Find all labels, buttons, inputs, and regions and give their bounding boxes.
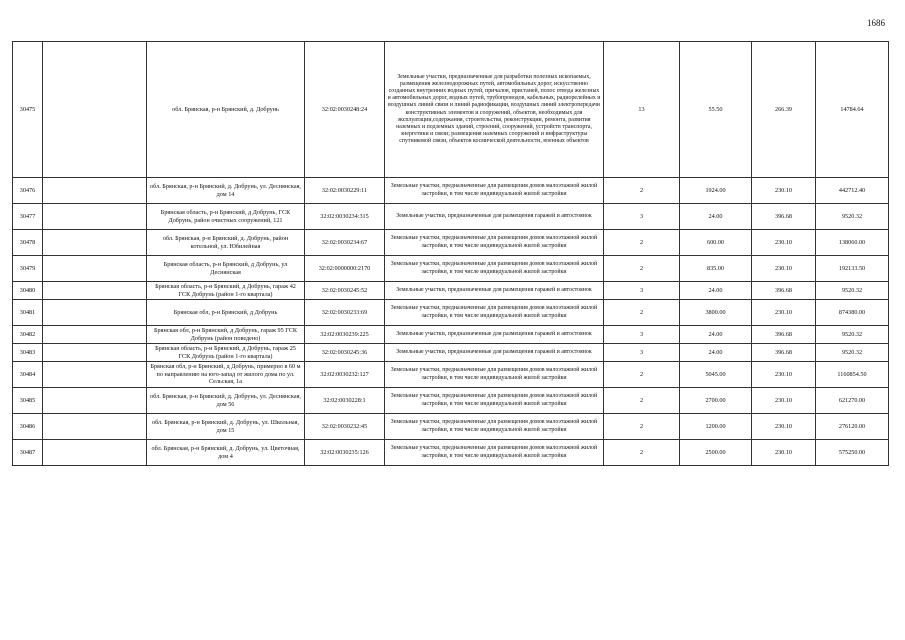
land-use-cell: Земельные участки, предназначенные для размещения домов малоэтажной жилой застройки, в том числе индивидуальной жилой застройки xyxy=(385,300,604,326)
specific-value-cell: 266.39 xyxy=(752,42,816,178)
area-cell: 600.00 xyxy=(680,230,752,256)
address-cell: Брянская область, р-н Брянский, д Добрунь, гараж 42 ГСК Добрунь (район 1-го квартала) xyxy=(147,282,305,300)
cadastral-number-cell: 32:02:0030234:315 xyxy=(305,204,385,230)
land-use-cell: Земельные участки, предназначенные для размещения домов малоэтажной жилой застройки, в том числе индивидуальной жилой застройки xyxy=(385,414,604,440)
specific-value-cell: 396.68 xyxy=(752,344,816,362)
row-number: 30487 xyxy=(13,440,43,466)
table-row xyxy=(13,440,889,466)
area-cell: 24.00 xyxy=(680,204,752,230)
group-cell: 3 xyxy=(604,282,680,300)
row-number: 30480 xyxy=(13,282,43,300)
land-use-cell: Земельные участки, предназначенные для размещения гаражей и автостоянок xyxy=(385,282,604,300)
group-cell: 3 xyxy=(604,344,680,362)
group-cell: 2 xyxy=(604,362,680,388)
address-cell: Брянская обл, р-н Брянский, д Добрунь, гараж 95 ГСК Добрунь (район поведено) xyxy=(147,326,305,344)
area-cell: 24.00 xyxy=(680,344,752,362)
table-row xyxy=(13,256,889,282)
group-cell: 2 xyxy=(604,256,680,282)
cadastral-value-cell: 138060.00 xyxy=(816,230,889,256)
land-use-cell: Земельные участки, предназначенные для размещения домов малоэтажной жилой застройки, в том числе индивидуальной жилой застройки xyxy=(385,388,604,414)
row-number: 30482 xyxy=(13,326,43,344)
row-number: 30477 xyxy=(13,204,43,230)
cadastral-value-cell: 621270.00 xyxy=(816,388,889,414)
table-row xyxy=(13,300,889,326)
spacer-cell xyxy=(43,178,147,204)
table-row xyxy=(13,362,889,388)
group-cell: 2 xyxy=(604,388,680,414)
land-use-cell: Земельные участки, предназначенные для размещения гаражей и автостоянок xyxy=(385,204,604,230)
cadastral-number-cell: 32:02:0030233:69 xyxy=(305,300,385,326)
specific-value-cell: 230.10 xyxy=(752,230,816,256)
cadastral-value-cell: 192133.50 xyxy=(816,256,889,282)
group-cell: 2 xyxy=(604,178,680,204)
spacer-cell xyxy=(43,326,147,344)
group-cell: 2 xyxy=(604,300,680,326)
specific-value-cell: 230.10 xyxy=(752,300,816,326)
specific-value-cell: 396.68 xyxy=(752,282,816,300)
cadastral-number-cell: 32:02:0030229:11 xyxy=(305,178,385,204)
group-cell: 2 xyxy=(604,414,680,440)
group-cell: 2 xyxy=(604,440,680,466)
table-row xyxy=(13,344,889,362)
area-cell: 55.50 xyxy=(680,42,752,178)
group-cell: 13 xyxy=(604,42,680,178)
table-row xyxy=(13,282,889,300)
cadastral-value-cell: 276120.00 xyxy=(816,414,889,440)
cadastral-number-cell: 32:02:0030239:225 xyxy=(305,326,385,344)
specific-value-cell: 396.68 xyxy=(752,326,816,344)
address-cell: обл. Брянская, р-н Брянский, д. Добрунь, ул. Деснянская, дом 14 xyxy=(147,178,305,204)
area-cell: 2700.00 xyxy=(680,388,752,414)
specific-value-cell: 230.10 xyxy=(752,256,816,282)
land-use-cell: Земельные участки, предназначенные для размещения домов малоэтажной жилой застройки, в том числе индивидуальной жилой застройки xyxy=(385,256,604,282)
spacer-cell xyxy=(43,42,147,178)
cadastral-value-table xyxy=(12,41,889,466)
address-cell: Брянская область, р-н Брянский, д Добрунь, гараж 25 ГСК Добрунь (район 1-го квартала) xyxy=(147,344,305,362)
land-use-cell: Земельные участки, предназначенные для размещения домов малоэтажной жилой застройки, в том числе индивидуальной жилой застройки xyxy=(385,178,604,204)
row-number: 30486 xyxy=(13,414,43,440)
table-row xyxy=(13,204,889,230)
row-number: 30481 xyxy=(13,300,43,326)
address-cell: обл. Брянская, р-н Брянский, д. Добрунь, ул. Школьная, дом 15 xyxy=(147,414,305,440)
row-number: 30478 xyxy=(13,230,43,256)
specific-value-cell: 230.10 xyxy=(752,388,816,414)
specific-value-cell: 230.10 xyxy=(752,362,816,388)
cadastral-value-cell: 9520.32 xyxy=(816,204,889,230)
area-cell: 5045.00 xyxy=(680,362,752,388)
land-use-cell: Земельные участки, предназначенные для размещения гаражей и автостоянок xyxy=(385,344,604,362)
cadastral-number-cell: 32:02:0030234:67 xyxy=(305,230,385,256)
cadastral-value-cell: 9520.32 xyxy=(816,282,889,300)
specific-value-cell: 230.10 xyxy=(752,178,816,204)
address-cell: обл. Брянская, р-н Брянский, д. Добрунь, ул. Цветочная, дом 4 xyxy=(147,440,305,466)
row-number: 30476 xyxy=(13,178,43,204)
cadastral-number-cell: 32:02:0030232:127 xyxy=(305,362,385,388)
cadastral-number-cell: 32:02:0030228:1 xyxy=(305,388,385,414)
area-cell: 2500.00 xyxy=(680,440,752,466)
cadastral-value-cell: 14784.64 xyxy=(816,42,889,178)
row-number: 30475 xyxy=(13,42,43,178)
cadastral-value-cell: 1160854.50 xyxy=(816,362,889,388)
address-cell: обл. Брянская, р-н Брянский, д. Добрунь, ул. Деснянская, дом 56 xyxy=(147,388,305,414)
cadastral-number-cell: 32:02:0030235:126 xyxy=(305,440,385,466)
area-cell: 1200.00 xyxy=(680,414,752,440)
table-row xyxy=(13,326,889,344)
address-cell: Брянская обл, р-н Брянский, д Добрунь xyxy=(147,300,305,326)
row-number: 30483 xyxy=(13,344,43,362)
spacer-cell xyxy=(43,414,147,440)
table-row xyxy=(13,414,889,440)
cadastral-number-cell: 32:02:0030245:52 xyxy=(305,282,385,300)
group-cell: 3 xyxy=(604,326,680,344)
cadastral-value-cell: 874380.00 xyxy=(816,300,889,326)
spacer-cell xyxy=(43,204,147,230)
area-cell: 835.00 xyxy=(680,256,752,282)
spacer-cell xyxy=(43,440,147,466)
spacer-cell xyxy=(43,300,147,326)
cadastral-number-cell: 32:02:0030248:24 xyxy=(305,42,385,178)
cadastral-number-cell: 32:02:0030245:36 xyxy=(305,344,385,362)
spacer-cell xyxy=(43,388,147,414)
area-cell: 24.00 xyxy=(680,282,752,300)
table-row xyxy=(13,42,889,178)
land-use-cell: Земельные участки, предназначенные для размещения домов малоэтажной жилой застройки, в том числе индивидуальной жилой застройки xyxy=(385,440,604,466)
group-cell: 2 xyxy=(604,230,680,256)
address-cell: Брянская область, р-н Брянский, д Добрунь, ГСК Добрунь, район очистных сооружений, 121 xyxy=(147,204,305,230)
row-number: 30479 xyxy=(13,256,43,282)
land-use-cell: Земельные участки, предназначенные для размещения домов малоэтажной жилой застройки, в том числе индивидуальной жилой застройки xyxy=(385,230,604,256)
table-row xyxy=(13,178,889,204)
area-cell: 24.00 xyxy=(680,326,752,344)
cadastral-number-cell: 32:02:0000000:2170 xyxy=(305,256,385,282)
group-cell: 3 xyxy=(604,204,680,230)
cadastral-value-cell: 9520.32 xyxy=(816,344,889,362)
page-number: 1686 xyxy=(867,18,885,28)
cadastral-value-cell: 442712.40 xyxy=(816,178,889,204)
cadastral-number-cell: 32:02:0030232:45 xyxy=(305,414,385,440)
cadastral-value-cell: 575250.00 xyxy=(816,440,889,466)
land-use-cell: Земельные участки, предназначенные для размещения домов малоэтажной жилой застройки, в том числе индивидуальной жилой застройки xyxy=(385,362,604,388)
table-row xyxy=(13,230,889,256)
address-cell: Брянская область, р-н Брянский, д Добрунь, ул Деснянская xyxy=(147,256,305,282)
address-cell: обл. Брянская, р-н Брянский, д. Добрунь xyxy=(147,42,305,178)
address-cell: обл. Брянская, р-н Брянский, д. Добрунь, район котельной, ул. Юбилейная xyxy=(147,230,305,256)
area-cell: 1924.00 xyxy=(680,178,752,204)
spacer-cell xyxy=(43,344,147,362)
table-row xyxy=(13,388,889,414)
cadastral-value-cell: 9520.32 xyxy=(816,326,889,344)
row-number: 30485 xyxy=(13,388,43,414)
specific-value-cell: 230.10 xyxy=(752,414,816,440)
specific-value-cell: 396.68 xyxy=(752,204,816,230)
land-use-cell: Земельные участки, предназначенные для размещения гаражей и автостоянок xyxy=(385,326,604,344)
specific-value-cell: 230.10 xyxy=(752,440,816,466)
spacer-cell xyxy=(43,362,147,388)
address-cell: Брянская обл, р-н Брянский, д Добрунь, примерно в 60 м по направлению на юго-запад от жилого дома по ул. Сельская, 1а xyxy=(147,362,305,388)
row-number: 30484 xyxy=(13,362,43,388)
spacer-cell xyxy=(43,282,147,300)
area-cell: 3800.00 xyxy=(680,300,752,326)
spacer-cell xyxy=(43,256,147,282)
spacer-cell xyxy=(43,230,147,256)
land-use-cell: Земельные участки, предназначенные для разработки полезных ископаемых, размещения железнодорожных путей, автомобильных дорог, искусственно созданных внутренних водных путей, причалов, пристаней, полос отвода железных и автомобильных дорог, водных путей, трубопроводов, кабельных, радиорелейных и воздушных линий связи и линий радиофикации, воздушных линий электропередачи конструктивных элементов и сооружений, объектов, необходимых для эксплуатации,содержания, строительства, реконструкции, ремонта, развития наземных и подземных зданий, строений, сооружений, устройств транспорта, энергетики и связи; размещения наземных сооружений и инфраструктуры спутниковой связи, объектов космической деятельности, военных объектов xyxy=(385,42,604,178)
